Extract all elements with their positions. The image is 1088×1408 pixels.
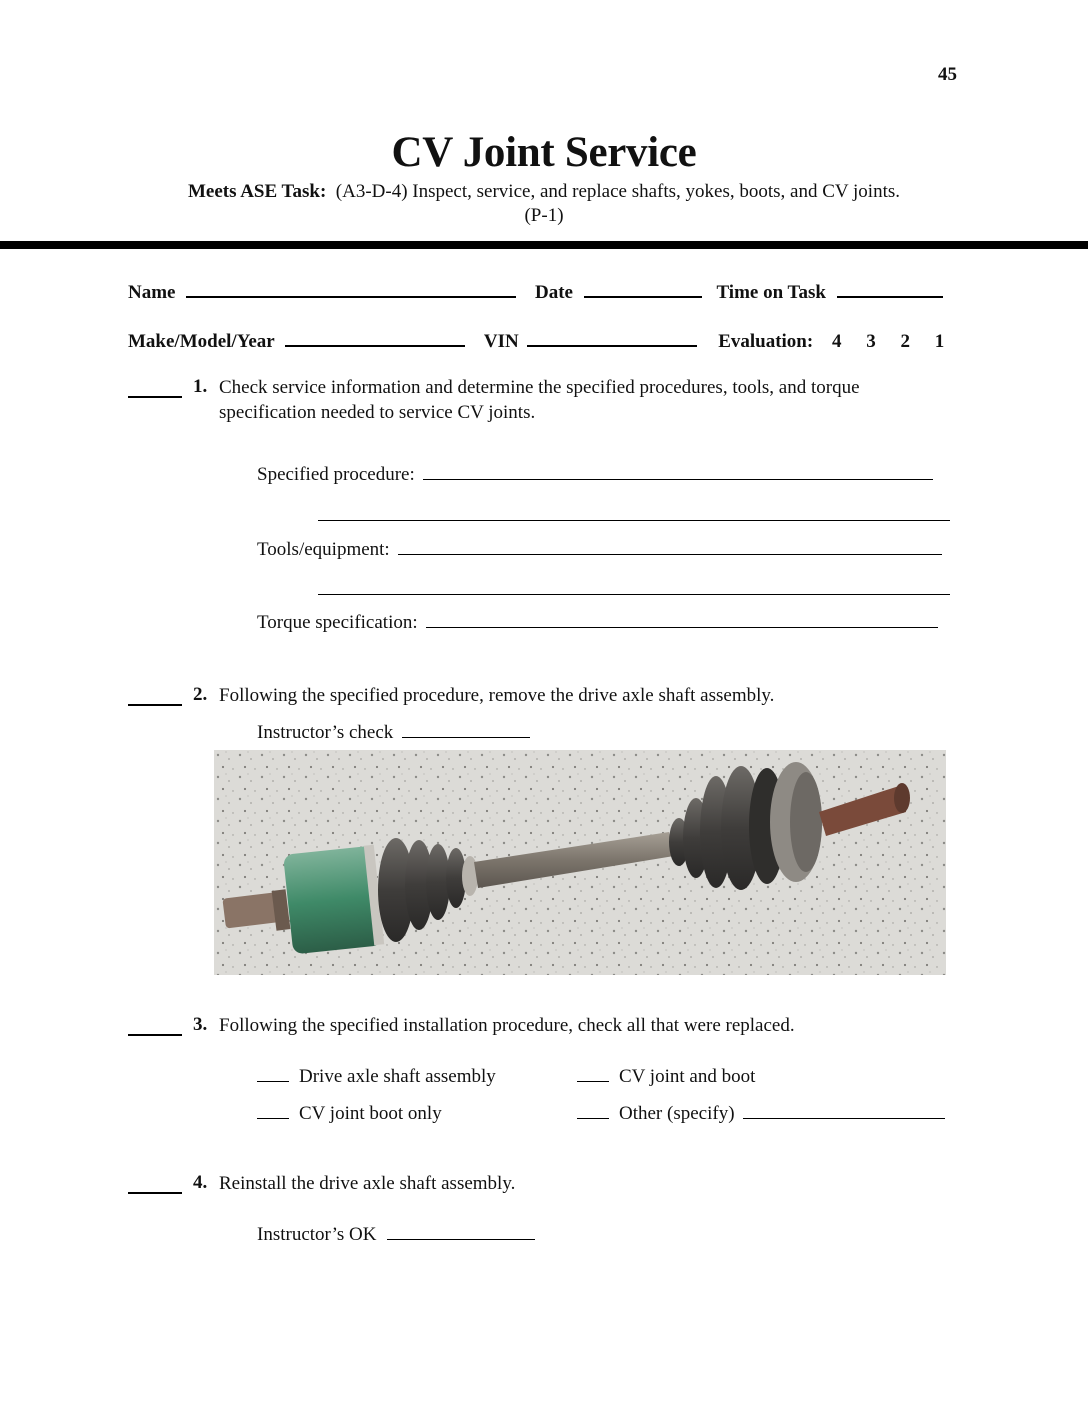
page-title: CV Joint Service	[391, 129, 697, 176]
step-4-text: Reinstall the drive axle shaft assembly.	[219, 1173, 516, 1194]
step-2-text: Following the specified procedure, remove the drive axle shaft assembly.	[219, 685, 775, 706]
step-3-text: Following the specified installation procedure, check all that were replaced.	[219, 1015, 795, 1036]
replaced-option-checkbox[interactable]	[577, 1100, 609, 1119]
specified-procedure-field[interactable]	[423, 461, 933, 480]
header-row-1	[128, 278, 943, 304]
replaced-option-checkbox[interactable]	[257, 1100, 289, 1119]
date-field[interactable]	[584, 278, 702, 298]
ase-text: (A3-D-4) Inspect, service, and replace shafts, yokes, boots, and CV joints.	[335, 181, 901, 202]
evaluation-score-4[interactable]: 4	[831, 331, 842, 352]
tools-equipment-field[interactable]	[398, 536, 942, 555]
torque-specification-row	[257, 609, 938, 635]
step-1-checkoff-blank[interactable]	[128, 378, 182, 398]
step-2-number: 2.	[193, 684, 208, 705]
torque-specification-field[interactable]	[426, 609, 938, 628]
evaluation-score-1[interactable]: 1	[934, 331, 945, 352]
instructor-check-field[interactable]	[402, 719, 530, 738]
replaced-option-label: CV joint and boot	[619, 1066, 756, 1087]
step-1-text-line-1: Check service information and determine the specified procedures, tools, and torque	[219, 377, 860, 398]
tools-equipment-row	[257, 536, 942, 562]
replaced-option-label: Other (specify)	[619, 1103, 735, 1124]
time-on-task-label: Time on Task	[716, 282, 826, 303]
step-3-checkoff-blank[interactable]	[128, 1016, 182, 1036]
specified-procedure-field-line-2[interactable]	[318, 502, 950, 521]
header-row-2	[128, 327, 944, 353]
step-2-checkoff-blank[interactable]	[128, 686, 182, 706]
specified-procedure-label: Specified procedure:	[257, 464, 415, 485]
make-model-year-field[interactable]	[285, 327, 465, 347]
drive-axle-shaft-illustration	[214, 750, 946, 975]
replaced-option-boot-only[interactable]	[257, 1100, 442, 1126]
ase-priority: (P-1)	[524, 205, 564, 226]
replaced-option-checkbox[interactable]	[257, 1063, 289, 1082]
evaluation-label: Evaluation:	[718, 331, 814, 352]
instructor-check-label: Instructor’s check	[257, 722, 394, 743]
other-specify-field[interactable]	[743, 1100, 945, 1119]
tools-equipment-label: Tools/equipment:	[257, 539, 390, 560]
instructor-ok-label: Instructor’s OK	[257, 1224, 377, 1245]
name-label: Name	[128, 282, 176, 303]
replaced-option-checkbox[interactable]	[577, 1063, 609, 1082]
step-3-number: 3.	[193, 1014, 208, 1035]
step-1-text	[219, 375, 959, 425]
specified-procedure-row	[257, 461, 933, 487]
step-4-checkoff-blank[interactable]	[128, 1174, 182, 1194]
instructor-ok-field[interactable]	[387, 1221, 535, 1240]
date-label: Date	[534, 282, 573, 303]
vin-label: VIN	[483, 331, 519, 352]
replaced-option-other[interactable]	[577, 1100, 945, 1126]
drive-axle-shaft-photo	[214, 750, 946, 975]
step-1-text-line-2: specification needed to service CV joints.	[219, 402, 536, 423]
instructor-check-row	[257, 719, 530, 745]
evaluation-score-3[interactable]: 3	[866, 331, 876, 352]
make-model-year-label: Make/Model/Year	[128, 331, 275, 352]
vin-field[interactable]	[527, 327, 697, 347]
name-field[interactable]	[186, 278, 516, 298]
step-1-number: 1.	[193, 376, 208, 397]
torque-specification-label: Torque specification:	[257, 612, 418, 633]
inner-cv-housing	[283, 845, 384, 955]
replaced-option-label: CV joint boot only	[299, 1103, 442, 1124]
time-on-task-field[interactable]	[837, 278, 943, 298]
header-divider	[0, 241, 1088, 249]
ase-task	[0, 180, 1088, 228]
replaced-option-drive-axle[interactable]	[257, 1063, 496, 1089]
replaced-option-cv-joint-and-boot[interactable]	[577, 1063, 755, 1089]
ase-label: Meets ASE Task:	[187, 181, 327, 202]
tools-equipment-field-line-2[interactable]	[318, 576, 950, 595]
step-4-number: 4.	[193, 1172, 208, 1193]
instructor-ok-row	[257, 1221, 535, 1247]
replaced-option-label: Drive axle shaft assembly	[299, 1066, 496, 1087]
outer-cv-housing	[770, 762, 822, 882]
evaluation-score-2[interactable]: 2	[900, 331, 910, 352]
page-number: 45	[938, 64, 957, 85]
